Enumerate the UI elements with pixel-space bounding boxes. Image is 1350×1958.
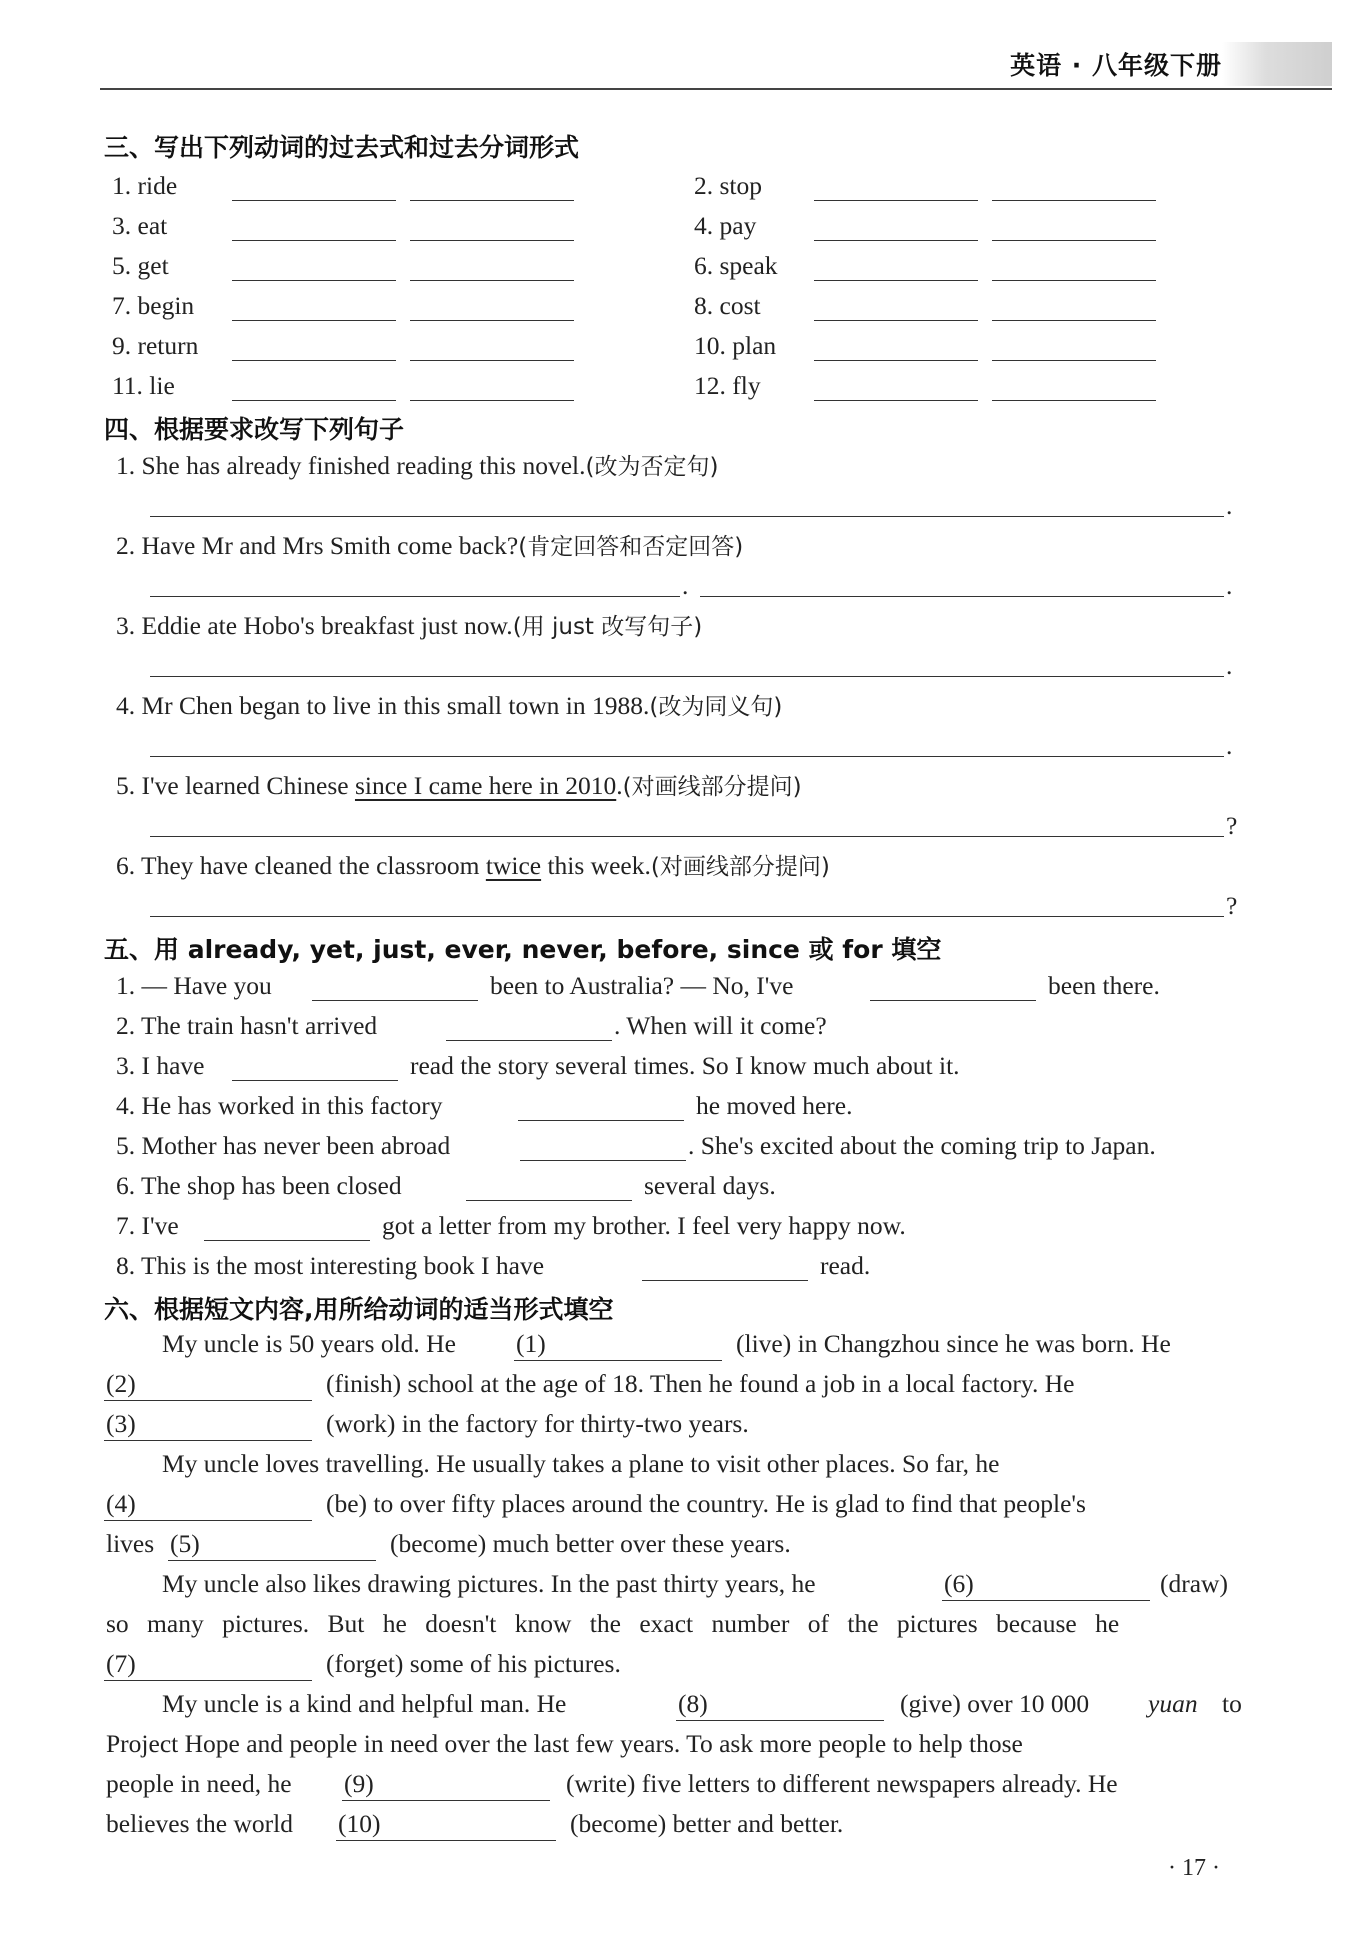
fill-in-sentence: 2. The train hasn't arrived (116, 1011, 378, 1040)
blank-number: (7) (106, 1649, 136, 1678)
blank-number: (9) (344, 1769, 374, 1798)
fill-in-sentence: 1. — Have you (116, 971, 272, 1000)
punctuation: . (1226, 731, 1233, 760)
rewrite-question (116, 610, 702, 643)
section4-title: 四、根据要求改写下列句子 (104, 415, 405, 444)
past-tense-blank[interactable] (232, 320, 396, 321)
punctuation: ? (1226, 891, 1238, 920)
fill-in-sentence: 7. I've (116, 1211, 179, 1240)
instruction-note: (对画线部分提问) (650, 854, 830, 880)
underlined-part: since I came here in 2010 (354, 771, 617, 800)
fill-blank-1[interactable] (514, 1360, 722, 1361)
instruction-note: (肯定回答和否定回答) (518, 534, 744, 560)
verb-item: 4. pay (694, 211, 757, 240)
fill-in-sentence: 5. Mother has never been abroad (116, 1131, 451, 1160)
past-participle-blank[interactable] (410, 200, 574, 201)
rewrite-question (116, 530, 743, 563)
past-participle-blank[interactable] (992, 280, 1156, 281)
passage-text: (be) to over fifty places around the country. He is glad to find that people's (326, 1489, 1086, 1518)
passage-text: (write) five letters to different newspapers already. He (566, 1769, 1118, 1798)
page-header-title: 英语 · 八年级下册 (1010, 51, 1222, 80)
past-tense-blank[interactable] (814, 400, 978, 401)
passage-text: so many pictures. But he doesn't know the exact number of the pictures because he (106, 1609, 1120, 1638)
fill-in-sentence: he moved here. (696, 1091, 853, 1120)
past-tense-blank[interactable] (232, 240, 396, 241)
past-participle-blank[interactable] (992, 400, 1156, 401)
word-blank[interactable] (204, 1240, 370, 1241)
fill-in-sentence: been there. (1048, 971, 1160, 1000)
fill-in-sentence: been to Australia? — No, I've (490, 971, 794, 1000)
fill-in-sentence: . She's excited about the coming trip to Japan. (688, 1131, 1156, 1160)
past-participle-blank[interactable] (410, 320, 574, 321)
past-participle-blank[interactable] (410, 360, 574, 361)
verb-item: 12. fly (694, 371, 761, 400)
instruction-note: (改为否定句) (585, 454, 719, 480)
question-text: this week. (541, 851, 651, 880)
blank-number: (4) (106, 1489, 136, 1518)
punctuation: . (1226, 491, 1233, 520)
positive-answer-line[interactable] (150, 596, 680, 597)
instruction-note: (用 just 改写句子) (512, 614, 703, 640)
verb-item: 5. get (112, 251, 169, 280)
fill-blank-6[interactable] (942, 1600, 1150, 1601)
past-participle-blank[interactable] (410, 280, 574, 281)
past-participle-blank[interactable] (992, 240, 1156, 241)
fill-in-sentence: 3. I have (116, 1051, 205, 1080)
rewrite-question (116, 690, 782, 723)
passage-text: (become) better and better. (570, 1809, 844, 1838)
past-participle-blank[interactable] (992, 200, 1156, 201)
word-blank[interactable] (642, 1280, 808, 1281)
instruction-note: (对画线部分提问) (622, 774, 802, 800)
blank-number: (1) (516, 1329, 546, 1358)
passage-text: My uncle is 50 years old. He (162, 1329, 456, 1358)
answer-line[interactable] (150, 916, 1224, 917)
section3-title: 三、写出下列动词的过去式和过去分词形式 (104, 133, 580, 162)
passage-text: My uncle also likes drawing pictures. In the past thirty years, he (162, 1569, 816, 1598)
passage-text: (work) in the factory for thirty-two years. (326, 1409, 749, 1438)
past-tense-blank[interactable] (814, 240, 978, 241)
fill-blank-5[interactable] (168, 1560, 376, 1561)
past-tense-blank[interactable] (232, 280, 396, 281)
question-text: 6. They have cleaned the classroom (116, 851, 486, 880)
fill-blank-9[interactable] (342, 1800, 550, 1801)
blank-number: (8) (678, 1689, 708, 1718)
fill-in-sentence: . When will it come? (614, 1011, 827, 1040)
passage-text: believes the world (106, 1809, 293, 1838)
blank-number: (10) (338, 1809, 381, 1838)
instruction-note: (改为同义句) (649, 694, 783, 720)
blank-number: (6) (944, 1569, 974, 1598)
question-text: 5. I've learned Chinese (116, 771, 355, 800)
past-participle-blank[interactable] (992, 360, 1156, 361)
punctuation: . (1226, 651, 1233, 680)
word-blank[interactable] (312, 1000, 478, 1001)
answer-line[interactable] (150, 756, 1224, 757)
fill-in-sentence: read the story several times. So I know much about it. (410, 1051, 960, 1080)
word-blank[interactable] (466, 1200, 632, 1201)
past-tense-blank[interactable] (232, 200, 396, 201)
fill-in-sentence: 4. He has worked in this factory (116, 1091, 443, 1120)
question-text: 4. Mr Chen began to live in this small town in 1988. (116, 691, 650, 720)
passage-text: to (1222, 1689, 1242, 1718)
passage-text: (draw) (1160, 1569, 1228, 1598)
word-blank[interactable] (232, 1080, 398, 1081)
negative-answer-line[interactable] (700, 596, 1224, 597)
passage-text: My uncle loves travelling. He usually takes a plane to visit other places. So far, he (162, 1449, 1000, 1478)
passage-text: My uncle is a kind and helpful man. He (162, 1689, 567, 1718)
fill-in-sentence: read. (820, 1251, 871, 1280)
question-text: 3. Eddie ate Hobo's breakfast just now. (116, 611, 513, 640)
section5-title: 五、用 already, yet, just, ever, never, before, since 或 for 填空 (104, 935, 942, 964)
header-rule (100, 88, 1332, 90)
past-tense-blank[interactable] (814, 320, 978, 321)
answer-line[interactable] (150, 836, 1224, 837)
fill-blank-3[interactable] (104, 1440, 312, 1441)
fill-blank-8[interactable] (676, 1720, 884, 1721)
question-text: 1. She has already finished reading this novel. (116, 451, 586, 480)
rewrite-question (116, 850, 830, 883)
passage-text: (become) much better over these years. (390, 1529, 791, 1558)
fill-in-sentence: several days. (644, 1171, 776, 1200)
passage-text: people in need, he (106, 1769, 292, 1798)
fill-blank-7[interactable] (104, 1680, 312, 1681)
passage-text: (give) over 10 000 (900, 1689, 1090, 1718)
header-decoration (1222, 42, 1332, 86)
passage-text-italic: yuan (1148, 1689, 1198, 1718)
past-tense-blank[interactable] (232, 360, 396, 361)
rewrite-question (116, 450, 718, 483)
verb-item: 10. plan (694, 331, 777, 360)
word-blank[interactable] (870, 1000, 1036, 1001)
punctuation: . (682, 571, 689, 600)
fill-in-sentence: 8. This is the most interesting book I have (116, 1251, 545, 1280)
fill-in-sentence: 6. The shop has been closed (116, 1171, 402, 1200)
blank-number: (3) (106, 1409, 136, 1438)
verb-item: 8. cost (694, 291, 761, 320)
verb-item: 7. begin (112, 291, 195, 320)
passage-text: (finish) school at the age of 18. Then he found a job in a local factory. He (326, 1369, 1075, 1398)
answer-line[interactable] (150, 676, 1224, 677)
answer-line[interactable] (150, 516, 1224, 517)
passage-text: (forget) some of his pictures. (326, 1649, 621, 1678)
fill-in-sentence: got a letter from my brother. I feel very happy now. (382, 1211, 906, 1240)
verb-item: 9. return (112, 331, 199, 360)
fill-blank-10[interactable] (336, 1840, 556, 1841)
rewrite-question (116, 770, 802, 803)
question-text: 2. Have Mr and Mrs Smith come back? (116, 531, 519, 560)
word-blank[interactable] (518, 1120, 684, 1121)
verb-item: 3. eat (112, 211, 168, 240)
blank-number: (2) (106, 1369, 136, 1398)
passage-text: (live) in Changzhou since he was born. He (736, 1329, 1171, 1358)
past-tense-blank[interactable] (814, 200, 978, 201)
punctuation: . (1226, 571, 1233, 600)
verb-item: 2. stop (694, 171, 763, 200)
fill-blank-4[interactable] (104, 1520, 312, 1521)
word-blank[interactable] (446, 1040, 612, 1041)
blank-number: (5) (170, 1529, 200, 1558)
underlined-part: twice (485, 851, 542, 880)
past-tense-blank[interactable] (232, 400, 396, 401)
page-number: · 17 · (1168, 1855, 1220, 1881)
past-tense-blank[interactable] (814, 280, 978, 281)
past-participle-blank[interactable] (410, 400, 574, 401)
word-blank[interactable] (520, 1160, 686, 1161)
past-tense-blank[interactable] (814, 360, 978, 361)
fill-blank-2[interactable] (104, 1400, 312, 1401)
past-participle-blank[interactable] (410, 240, 574, 241)
verb-item: 11. lie (112, 371, 175, 400)
punctuation: ? (1226, 811, 1238, 840)
verb-item: 6. speak (694, 251, 778, 280)
passage-text: Project Hope and people in need over the last few years. To ask more people to help those (106, 1729, 1023, 1758)
past-participle-blank[interactable] (992, 320, 1156, 321)
question-text: . (616, 771, 623, 800)
passage-text: lives (106, 1529, 155, 1558)
verb-item: 1. ride (112, 171, 178, 200)
section6-title: 六、根据短文内容,用所给动词的适当形式填空 (104, 1295, 614, 1324)
